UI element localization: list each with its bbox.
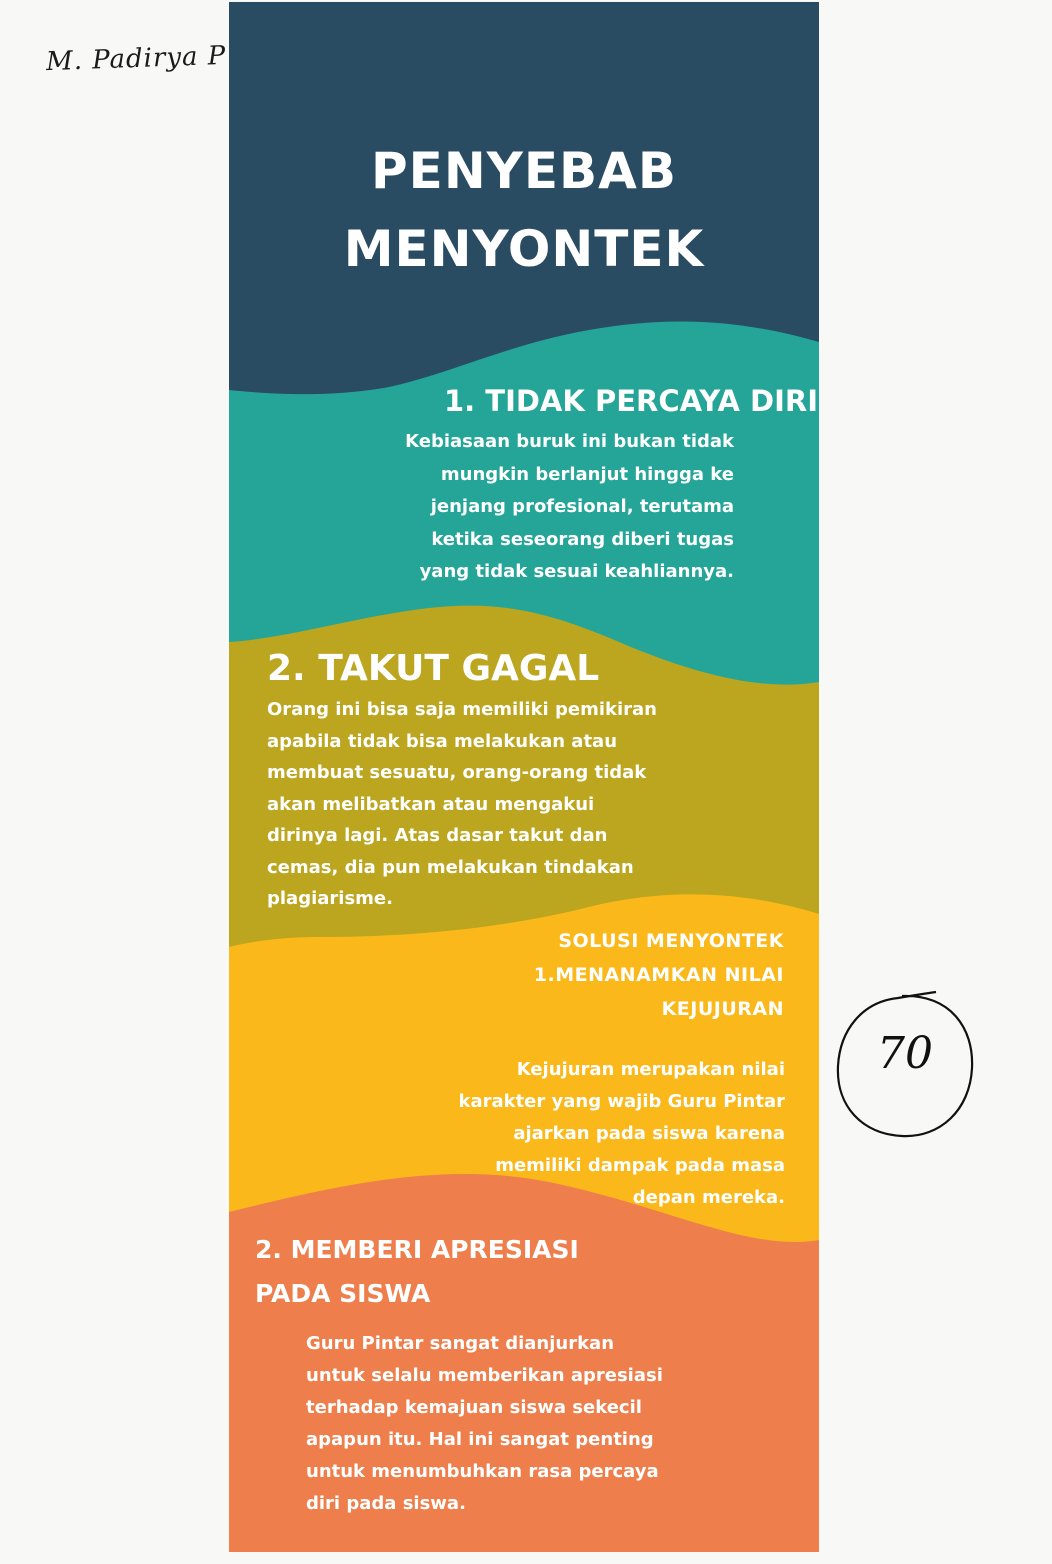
poster-title-line2: MENYONTEK	[343, 220, 705, 278]
section4-heading-line1: 2. MEMBERI APRESIASI	[255, 1235, 579, 1264]
section1-heading: 1. TIDAK PERCAYA DIRI	[444, 384, 819, 418]
section4-body: Guru Pintar sangat dianjurkan untuk selalu memberikan apresiasi terhadap kemajuan siswa sekecil apapun itu. Hal ini sangat penting untuk menumbuhkan rasa percaya diri pada siswa.	[306, 1333, 663, 1514]
solusi-heading-line2: 1.MENANAMKAN NILAI	[533, 964, 784, 986]
solusi-heading-line1: SOLUSI MENYONTEK	[558, 930, 784, 952]
handwritten-signature: M. Padirya P	[45, 40, 227, 78]
score-value: 70	[877, 1028, 933, 1079]
poster-title-line1: PENYEBAB	[371, 142, 677, 200]
section4-heading	[255, 1228, 615, 1316]
infographic-poster	[229, 2, 819, 1552]
solusi-heading-line3: KEJUJURAN	[661, 998, 784, 1020]
section2-heading: 2. TAKUT GAGAL	[267, 648, 600, 689]
score-mark	[832, 988, 978, 1144]
solusi-body: Kejujuran merupakan nilai karakter yang wajib Guru Pintar ajarkan pada siswa karena memiliki dampak pada masa depan mereka.	[458, 1059, 785, 1208]
solusi-heading	[469, 924, 784, 1026]
section1-body: Kebiasaan buruk ini bukan tidak mungkin berlanjut hingga ke jenjang profesional, terutama ketika seseorang diberi tugas yang tidak sesuai keahliannya.	[405, 431, 734, 582]
section4-heading-line2: PADA SISWA	[255, 1279, 431, 1308]
poster-title	[229, 132, 819, 288]
section2-body: Orang ini bisa saja memiliki pemikiran apabila tidak bisa melakukan atau membuat sesuatu, orang-orang tidak akan melibatkan atau mengakui dirinya lagi. Atas dasar takut dan cemas, dia pun melakukan tindakan plagiarisme.	[267, 699, 657, 909]
